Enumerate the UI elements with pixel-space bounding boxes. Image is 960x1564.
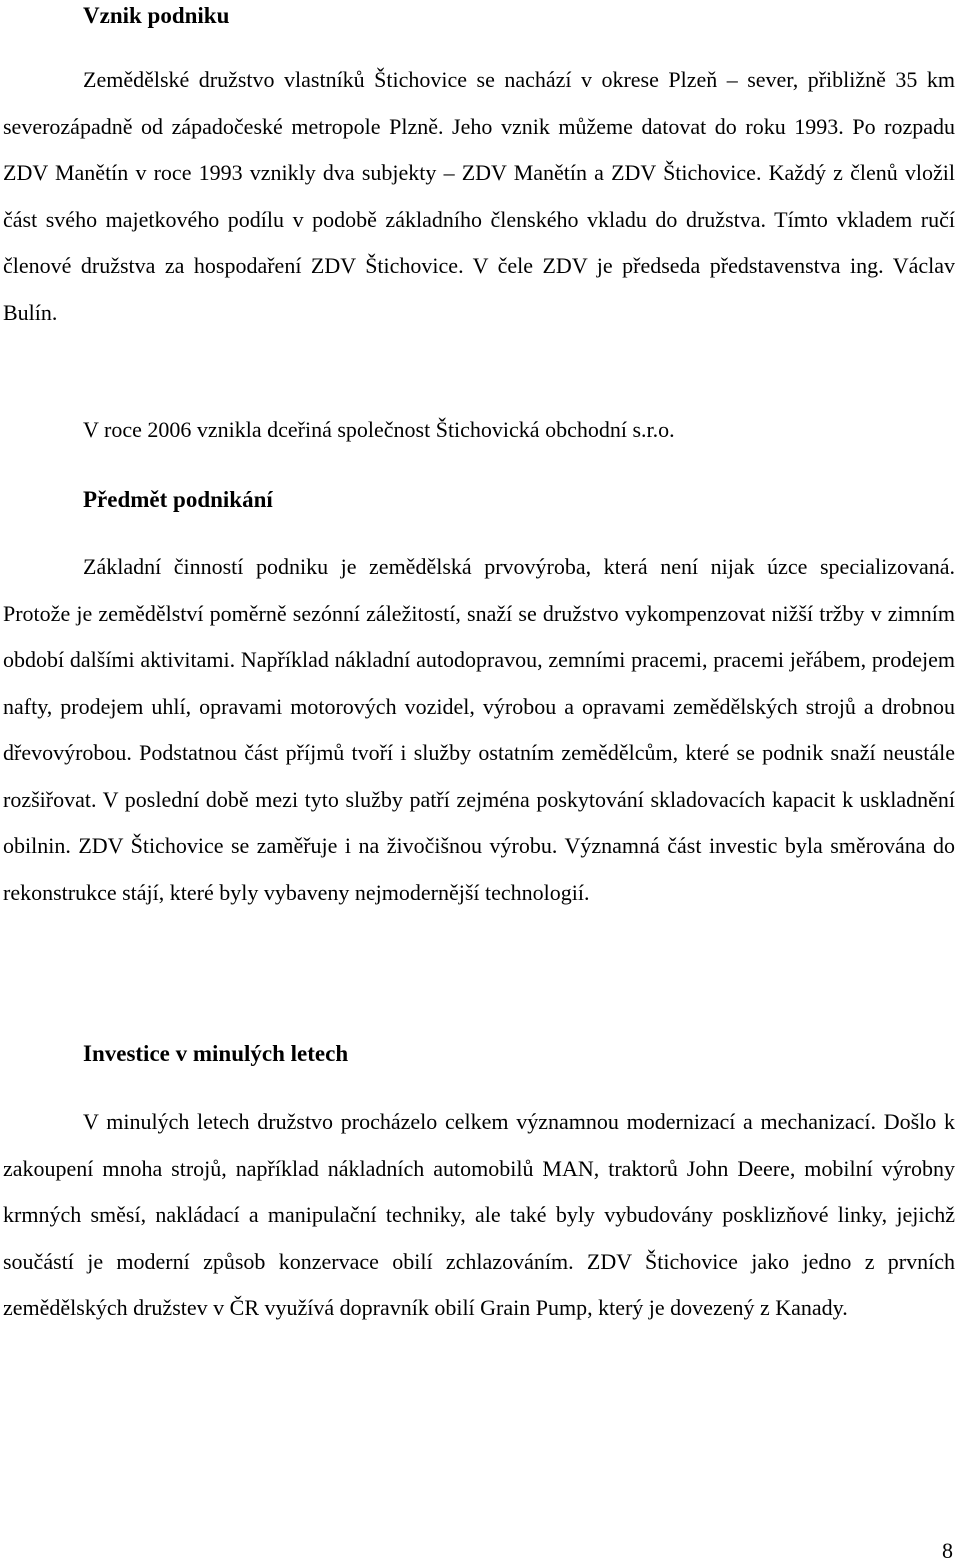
- heading-vznik-podniku: Vznik podniku: [83, 3, 230, 28]
- paragraph-investments: V minulých letech družstvo procházelo celkem významnou modernizací a mechanizací. Došlo k zakoupení mnoha strojů, například nákladních automobilů MAN, traktorů John Deere, mobilní výrobny krmných směsí, nakládací a manipulační techniky, ale také byly vybudovány posklizňové linky, jejichž součástí je moderní způsob konzervace obilí zchlazováním. ZDV Štichovice jako jedno z prvních zemědělských družstev v ČR využívá dopravník obilí Grain Pump, který je dovezený z Kanady.: [3, 1109, 955, 1320]
- paragraph-subsidiary: V roce 2006 vznikla dceřiná společnost Štichovická obchodní s.r.o.: [83, 417, 675, 442]
- heading-investice: Investice v minulých letech: [83, 1041, 349, 1066]
- paragraph-origin: Zemědělské družstvo vlastníků Štichovice se nachází v okrese Plzeň – sever, přibližně 35 km severozápadně od západočeské metropole Plzně. Jeho vznik můžeme datovat do roku 1993. Po rozpadu ZDV Manětín v roce 1993 vznikly dva subjekty – ZDV Manětín a ZDV Štichovice. Každý z členů vložil část svého majetkového podílu v podobě základního členského vkladu do družstva. Tímto vkladem ručí členové družstva za hospodaření ZDV Štichovice. V čele ZDV je předseda představenstva ing. Václav Bulín.: [3, 67, 955, 325]
- page-number: 8: [942, 1538, 953, 1563]
- heading-predmet-podnikani: Předmět podnikání: [83, 487, 273, 512]
- paragraph-business: Základní činností podniku je zemědělská prvovýroba, která není nijak úzce specializovaná. Protože je zemědělství poměrně sezónní záležitostí, snaží se družstvo vykompenzovat nižší tržby v zimním období dalšími aktivitami. Například nákladní autodopravou, zemními pracemi, pracemi jeřábem, prodejem nafty, prodejem uhlí, opravami motorových vozidel, výrobou a opravami zemědělských strojů a drobnou dřevovýrobou. Podstatnou část příjmů tvoří i služby ostatním zemědělcům, které se podnik snaží neustále rozšiřovat. V poslední době mezi tyto služby patří zejména poskytování skladovacích kapacit k uskladnění obilnin. ZDV Štichovice se zaměřuje i na živočišnou výrobu. Významná část investic byla směrována do rekonstrukce stájí, které byly vybaveny nejmodernější technologií.: [3, 554, 955, 905]
